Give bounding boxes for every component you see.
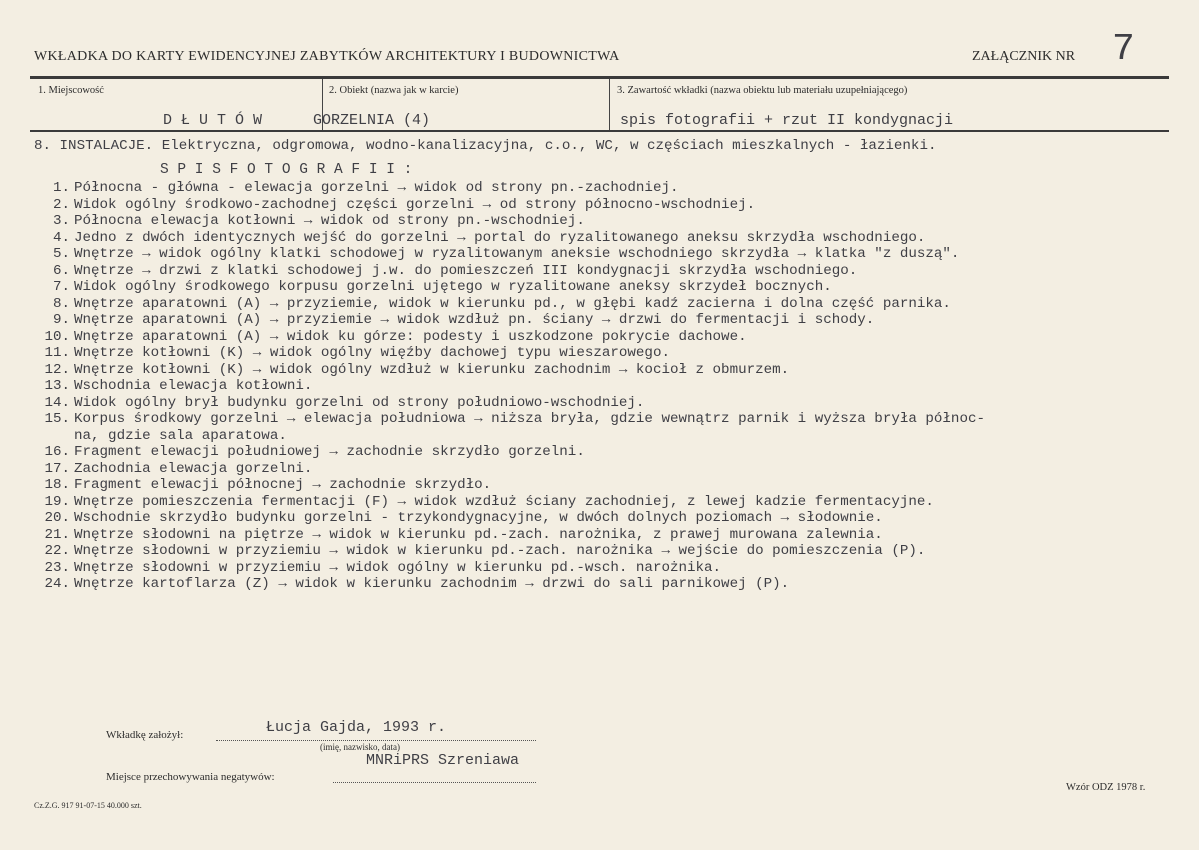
list-item-text: Północna - główna - elewacja gorzelni → widok od strony pn.-zachodniej. bbox=[74, 180, 679, 196]
zalacznik-number: 7 bbox=[1112, 28, 1135, 71]
field-3-label: 3. Zawartość wkładki (nazwa obiektu lub materiału uzupełniającego) bbox=[617, 85, 908, 96]
list-item-number: 11. bbox=[44, 345, 70, 361]
list-item-text: Fragment elewacji północnej → zachodnie skrzydło. bbox=[74, 477, 492, 493]
wzor-label: Wzór ODZ 1978 r. bbox=[1066, 782, 1146, 793]
list-item-number: 12. bbox=[44, 361, 70, 378]
list-item bbox=[34, 395, 985, 412]
list-item-number: 22. bbox=[44, 543, 70, 559]
list-item bbox=[34, 560, 985, 577]
list-item-number: 16. bbox=[44, 444, 70, 460]
list-item bbox=[34, 527, 985, 544]
list-item-text: Wschodnia elewacja kotłowni. bbox=[74, 378, 313, 394]
list-item-text: Wnętrze słodowni na piętrze → widok w kierunku pd.-zach. narożnika, z prawej murowana zalewnia. bbox=[74, 526, 883, 543]
list-item bbox=[34, 510, 985, 527]
list-item bbox=[34, 329, 985, 346]
list-item-number: 17. bbox=[44, 460, 70, 477]
list-item bbox=[34, 246, 985, 263]
list-item-text: Wnętrze aparatowni (A) → widok ku górze: podesty i uszkodzone pokrycie dachowe. bbox=[74, 328, 747, 345]
list-item-text: Wschodnie skrzydło budynku gorzelni - trzykondygnacyjne, w dwóch dolnych poziomach → słodownie. bbox=[74, 510, 883, 526]
list-item-number: 6. bbox=[52, 262, 70, 279]
spis-title: S P I S F O T O G R A F I I : bbox=[160, 162, 413, 178]
field-2-value: GORZELNIA (4) bbox=[313, 112, 431, 129]
zalozyl-dotline bbox=[216, 740, 536, 741]
list-item bbox=[34, 263, 985, 280]
negatywy-dotline bbox=[333, 782, 536, 783]
list-item bbox=[34, 543, 985, 560]
list-item-number: 24. bbox=[44, 576, 70, 592]
list-item-text: Korpus środkowy gorzelni → elewacja południowa → niższa bryła, gdzie wewnątrz parnik i wyższa bryła północ- bbox=[74, 411, 985, 427]
list-item bbox=[34, 494, 985, 511]
list-item-number: 8. bbox=[52, 295, 70, 312]
field-2-label: 2. Obiekt (nazwa jak w karcie) bbox=[329, 85, 459, 96]
list-item-text: Wnętrze → widok ogólny klatki schodowej w ryzalitowanym aneksie wschodniego skrzydła → klatka "z duszą". bbox=[74, 246, 960, 262]
list-item bbox=[34, 411, 985, 428]
list-item-text: Wnętrze słodowni w przyziemiu → widok w kierunku pd.-zach. narożnika → wejście do pomieszczenia (P). bbox=[74, 543, 926, 559]
list-item-number: 9. bbox=[52, 312, 70, 328]
fields-rule bbox=[30, 130, 1169, 132]
photo-list bbox=[34, 180, 985, 593]
list-item-text: na, gdzie sala aparatowa. bbox=[74, 427, 287, 444]
form-title: WKŁADKA DO KARTY EWIDENCYJNEJ ZABYTKÓW ARCHITEKTURY I BUDOWNICTWA bbox=[34, 49, 620, 64]
list-item bbox=[34, 444, 985, 461]
list-item-number: 13. bbox=[44, 378, 70, 394]
zalozyl-value: Łucja Gajda, 1993 r. bbox=[266, 719, 447, 736]
list-item bbox=[34, 345, 985, 362]
field-3-value: spis fotografii + rzut II kondygnacji bbox=[620, 112, 954, 129]
negatywy-label: Miejsce przechowywania negatywów: bbox=[106, 771, 275, 783]
field-divider-2 bbox=[609, 79, 610, 130]
list-item-number: 4. bbox=[52, 229, 70, 246]
list-item-number: 5. bbox=[52, 246, 70, 262]
print-code: Cz.Z.G. 917 91-07-15 40.000 szt. bbox=[34, 801, 142, 810]
list-item-text: Wnętrze kotłowni (K) → widok ogólny wzdłuż w kierunku zachodnim → kocioł z obmurzem. bbox=[74, 361, 790, 378]
list-item-number: 1. bbox=[52, 180, 70, 196]
list-item-text: Fragment elewacji południowej → zachodnie skrzydło gorzelni. bbox=[74, 444, 585, 460]
list-item-text: Wnętrze aparatowni (A) → przyziemie, widok w kierunku pd., w głębi kadź zacierna i dolna część parnika. bbox=[74, 295, 951, 312]
instalacje-line: 8. INSTALACJE. Elektryczna, odgromowa, wodno-kanalizacyjna, c.o., WC, w częściach mieszkalnych - łazienki. bbox=[34, 138, 937, 154]
list-item-text: Wnętrze słodowni w przyziemiu → widok ogólny w kierunku pd.-wsch. narożnika. bbox=[74, 559, 722, 576]
field-1-value: D Ł U T Ó W bbox=[163, 112, 263, 129]
negatywy-value: MNRiPRS Szreniawa bbox=[366, 752, 520, 769]
header-rule bbox=[30, 76, 1169, 79]
list-item-number: 19. bbox=[44, 493, 70, 510]
list-item bbox=[34, 461, 985, 478]
list-item bbox=[34, 296, 985, 313]
list-item-number: 23. bbox=[44, 559, 70, 576]
list-item-text: Zachodnia elewacja gorzelni. bbox=[74, 460, 313, 477]
list-item-number: 15. bbox=[44, 411, 70, 427]
field-1-label: 1. Miejscowość bbox=[38, 85, 104, 96]
list-item bbox=[34, 477, 985, 494]
list-item-text: Wnętrze kotłowni (K) → widok ogólny więźby dachowej typu wieszarowego. bbox=[74, 345, 670, 361]
list-item bbox=[34, 362, 985, 379]
list-item-text: Widok ogólny środkowego korpusu gorzelni ujętego w ryzalitowane aneksy skrzydeł bocznych. bbox=[74, 279, 832, 295]
list-item-number: 7. bbox=[52, 279, 70, 295]
list-item bbox=[34, 378, 985, 395]
list-item bbox=[34, 230, 985, 247]
zalacznik-label: ZAŁĄCZNIK NR bbox=[972, 49, 1076, 64]
list-item bbox=[34, 576, 985, 593]
list-item-number: 3. bbox=[52, 213, 70, 229]
list-item-text: Północna elewacja kotłowni → widok od strony pn.-wschodniej. bbox=[74, 213, 585, 229]
list-item-number: 20. bbox=[44, 510, 70, 526]
list-item bbox=[34, 279, 985, 296]
list-item bbox=[34, 213, 985, 230]
list-item bbox=[34, 312, 985, 329]
list-item-text: Wnętrze → drzwi z klatki schodowej j.w. do pomieszczeń III kondygnacji skrzydła wschodniego. bbox=[74, 262, 858, 279]
list-item-number: 10. bbox=[44, 328, 70, 345]
list-item bbox=[34, 180, 985, 197]
list-item-text: Wnętrze kartoflarza (Z) → widok w kierunku zachodnim → drzwi do sali parnikowej (P). bbox=[74, 576, 790, 592]
list-item-text: Wnętrze pomieszczenia fermentacji (F) → widok wzdłuż ściany zachodniej, z lewej kadzie fermentacyjne. bbox=[74, 493, 934, 510]
list-item bbox=[34, 197, 985, 214]
list-item-number: 2. bbox=[52, 196, 70, 213]
list-item bbox=[34, 428, 985, 445]
list-item-text: Wnętrze aparatowni (A) → przyziemie → widok wzdłuż pn. ściany → drzwi do fermentacji i schody. bbox=[74, 312, 875, 328]
zalozyl-hint: (imię, nazwisko, data) bbox=[320, 742, 400, 752]
list-item-text: Jedno z dwóch identycznych wejść do gorzelni → portal do ryzalitowanego aneksu skrzydła wschodniego. bbox=[74, 229, 926, 246]
zalozyl-label: Wkładkę założył: bbox=[106, 729, 184, 741]
list-item-number: 21. bbox=[44, 526, 70, 543]
list-item-number: 14. bbox=[44, 394, 70, 411]
list-item-text: Widok ogólny brył budynku gorzelni od strony południowo-wschodniej. bbox=[74, 394, 645, 411]
list-item-text: Widok ogólny środkowo-zachodnej części gorzelni → od strony północno-wschodniej. bbox=[74, 196, 756, 213]
list-item-number: 18. bbox=[44, 477, 70, 493]
